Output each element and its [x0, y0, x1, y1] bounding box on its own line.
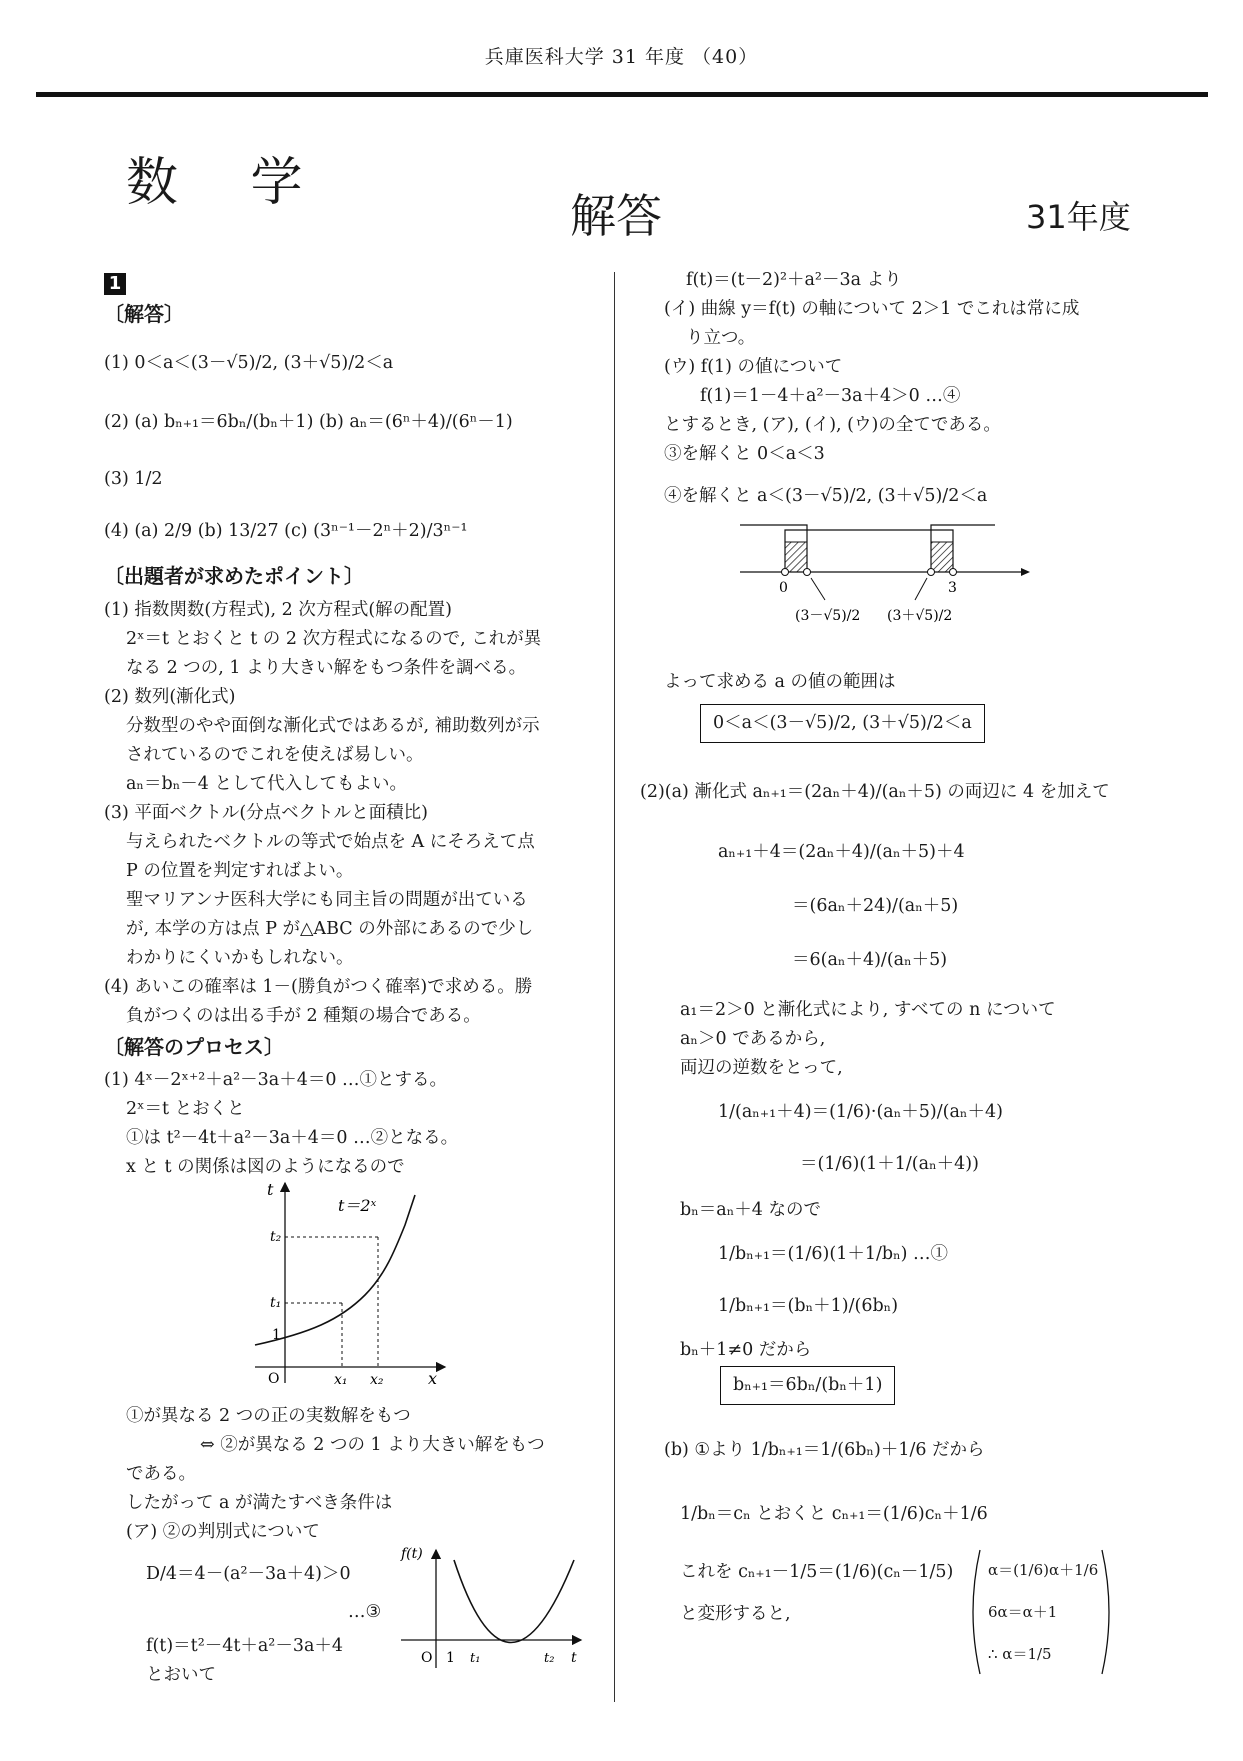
one-label: 1: [272, 1327, 281, 1343]
answer-3: (3) 1/2: [104, 469, 163, 489]
point-3-line-a: 与えられたベクトルの等式で始点を A にそろえて点: [126, 832, 535, 852]
process-step-4: x と t の関係は図のようになるので: [126, 1157, 405, 1177]
right-line-21: 1/bₙ₊₁＝(1/6)(1＋1/bₙ) …①: [718, 1244, 949, 1264]
side-line-2: 6α＝α＋1: [988, 1603, 1058, 1621]
column-divider: [614, 272, 615, 1702]
label-three: 3: [948, 580, 957, 596]
right-line-16: aₙ＞0 であるから,: [680, 1029, 826, 1049]
hatch-right: [931, 542, 953, 572]
point-3: (3) 平面ベクトル(分点ベクトルと面積比): [104, 803, 429, 823]
label-zero: 0: [779, 580, 788, 596]
exponential-curve: [255, 1195, 415, 1345]
right-line-18: 1/(aₙ₊₁＋4)＝(1/6)·(aₙ＋5)/(aₙ＋4): [718, 1102, 1003, 1122]
f-definition: f(t)＝t²－4t＋a²－3a＋4: [146, 1636, 344, 1656]
parabola-t1: t₁: [470, 1651, 481, 1666]
right-line-20: bₙ＝aₙ＋4 なので: [680, 1200, 821, 1220]
answer-2: (2) (a) bₙ₊₁＝6bₙ/(bₙ＋1) (b) aₙ＝(6ⁿ＋4)/(6ⁿ－1): [104, 412, 513, 432]
side-line-3: ∴ α＝1/5: [988, 1645, 1052, 1663]
right-line-5: f(1)＝1－4＋a²－3a＋4＞0 …④: [700, 386, 961, 406]
point-4: (4) あいこの確率は 1－(勝負がつく確率)で求める。勝: [104, 977, 533, 997]
point-1-line-a: 2ˣ＝t とおくと t の 2 次方程式になるので, これが異: [126, 629, 542, 649]
t2-label: t₂: [270, 1229, 282, 1245]
right-line-3: り立つ。: [686, 328, 756, 348]
pointer-root-minus: [811, 578, 825, 600]
label-root-plus: (3＋√5)/2: [887, 608, 953, 624]
point-3-line-b: P の位置を判定すればよい。: [126, 861, 354, 881]
label-root-minus: (3－√5)/2: [795, 608, 861, 624]
point-2-line-c: aₙ＝bₙ－4 として代入してもよい。: [126, 774, 407, 794]
right-line-17: 両辺の逆数をとって,: [680, 1058, 843, 1078]
t1-label: t₁: [270, 1295, 282, 1311]
running-header: 兵庫医科大学 31 年度 （40）: [484, 46, 759, 68]
header-rule: [36, 92, 1208, 97]
right-line-7: ③を解くと 0＜a＜3: [664, 444, 825, 464]
point-3-line-d: が, 本学の方は点 P が△ABC の外部にあるので少し: [126, 919, 534, 939]
f-axis-label: f(t): [401, 1546, 423, 1562]
answer-4: (4) (a) 2/9 (b) 13/27 (c) (3ⁿ⁻¹－2ⁿ＋2)/3ⁿ⁻¹: [104, 521, 468, 541]
discriminant: D/4＝4－(a²－3a＋4)＞0: [146, 1564, 351, 1584]
hatch-left: [785, 542, 807, 572]
question-number: 1: [104, 273, 126, 295]
x-axis-label: x: [428, 1369, 438, 1388]
parabola-t2: t₂: [544, 1651, 555, 1666]
point-2: (2) 数列(漸化式): [104, 687, 236, 707]
process-step-3: ①は t²－4t＋a²－3a＋4＝0 …②となる。: [126, 1128, 459, 1148]
right-line-14: ＝6(aₙ＋4)/(aₙ＋5): [792, 950, 948, 970]
side-line-1: α＝(1/6)α＋1/6: [988, 1561, 1099, 1579]
right-line-6: とするとき, (ア), (イ), (ウ)の全てである。: [664, 415, 1001, 435]
right-line-28: と変形すると,: [680, 1604, 791, 1624]
exponential-graph: [250, 1175, 450, 1390]
answer-b-box: bₙ₊₁＝6bₙ/(bₙ＋1): [720, 1366, 895, 1405]
right-line-8: ④を解くと a＜(3－√5)/2, (3＋√5)/2＜a: [664, 486, 988, 506]
range-bracket-0-3: [785, 530, 953, 572]
answer-range-box: 0＜a＜(3－√5)/2, (3＋√5)/2＜a: [700, 704, 985, 743]
right-line-4: (ウ) f(1) の値について: [664, 357, 843, 377]
process-step-2: 2ˣ＝t とおくと: [126, 1099, 245, 1119]
point-3-line-c: 聖マリアンナ医科大学にも同主旨の問題が出ている: [126, 890, 528, 910]
point-1: (1) 指数関数(方程式), 2 次方程式(解の配置): [104, 600, 452, 620]
right-line-25: (b) ①より 1/bₙ₊₁＝1/(6bₙ)＋1/6 だから: [664, 1440, 985, 1460]
year-label: 31年度: [1026, 198, 1131, 236]
right-line-22: 1/bₙ₊₁＝(bₙ＋1)/(6bₙ): [718, 1296, 899, 1316]
open-point-0: [782, 569, 789, 576]
t-axis-label: t: [267, 1180, 274, 1199]
answer-1: (1) 0＜a＜(3－√5)/2, (3＋√5)/2＜a: [104, 353, 394, 373]
right-line-13: ＝(6aₙ＋24)/(aₙ＋5): [792, 896, 959, 916]
point-1-line-b: なる 2 つの, 1 より大きい解をもつ条件を調べる。: [126, 658, 527, 678]
open-point-root-plus: [928, 569, 935, 576]
process-step-5: ①が異なる 2 つの正の実数解をもつ: [126, 1406, 411, 1426]
process-step-8: したがって a が満たすべき条件は: [126, 1493, 393, 1513]
right-line-9: よって求める a の値の範囲は: [664, 672, 896, 692]
answer-heading: 〔解答〕: [104, 302, 184, 326]
parabola-curve: [454, 1560, 574, 1643]
right-line-23: bₙ＋1≠0 だから: [680, 1340, 812, 1360]
right-line-15: a₁＝2＞0 と漸化式により, すべての n について: [680, 1000, 1056, 1020]
parabola-graph: [396, 1540, 586, 1675]
open-point-3: [950, 569, 957, 576]
origin-label: O: [268, 1371, 280, 1387]
discriminant-tag: …③: [348, 1602, 382, 1622]
pointer-root-plus: [915, 578, 927, 600]
process-step-9: (ア) ②の判別式について: [126, 1522, 320, 1542]
right-line-2: (イ) 曲線 y＝f(t) の軸について 2＞1 でこれは常に成: [664, 299, 1080, 319]
point-2-line-a: 分数型のやや面倒な漸化式ではあるが, 補助数列が示: [126, 716, 540, 736]
right-line-26: 1/bₙ＝cₙ とおくと cₙ₊₁＝(1/6)cₙ＋1/6: [680, 1504, 988, 1524]
parabola-t-label: t: [571, 1650, 577, 1666]
right-line-19: ＝(1/6)(1＋1/(aₙ＋4)): [800, 1154, 979, 1174]
subject-title: 数 学: [126, 153, 331, 213]
right-line-12: aₙ₊₁＋4＝(2aₙ＋4)/(aₙ＋5)＋4: [718, 842, 965, 862]
process-step-7: である。: [126, 1464, 196, 1484]
right-line-1: f(t)＝(t－2)²＋a²－3a より: [686, 270, 902, 290]
number-line: [735, 520, 1035, 650]
point-2-line-b: されているのでこれを使えば易しい。: [126, 745, 424, 765]
func-label: t＝2ˣ: [338, 1196, 377, 1215]
open-point-root-minus: [804, 569, 811, 576]
f-definition-tail: とおいて: [146, 1665, 216, 1685]
process-step-1: (1) 4ˣ－2ˣ⁺²＋a²－3a＋4＝0 …①とする。: [104, 1070, 448, 1090]
process-step-6: ⇔ ②が異なる 2 つの 1 より大きい解をもつ: [200, 1435, 545, 1455]
points-heading: 〔出題者が求めたポイント〕: [104, 564, 364, 588]
right-line-11: (2)(a) 漸化式 aₙ₊₁＝(2aₙ＋4)/(aₙ＋5) の両辺に 4 を加えて: [640, 782, 1110, 802]
parabola-origin: O: [421, 1650, 433, 1666]
x1-label: x₁: [334, 1372, 348, 1388]
parabola-one: 1: [446, 1650, 455, 1666]
page-title: 解答: [570, 189, 662, 243]
point-3-line-e: わかりにくいかもしれない。: [126, 948, 354, 968]
point-4-line-a: 負がつくのは出る手が 2 種類の場合である。: [126, 1006, 481, 1026]
process-heading: 〔解答のプロセス〕: [104, 1035, 284, 1059]
right-line-27: これを cₙ₊₁－1/5＝(1/6)(cₙ－1/5): [680, 1562, 954, 1582]
x2-label: x₂: [370, 1372, 384, 1388]
